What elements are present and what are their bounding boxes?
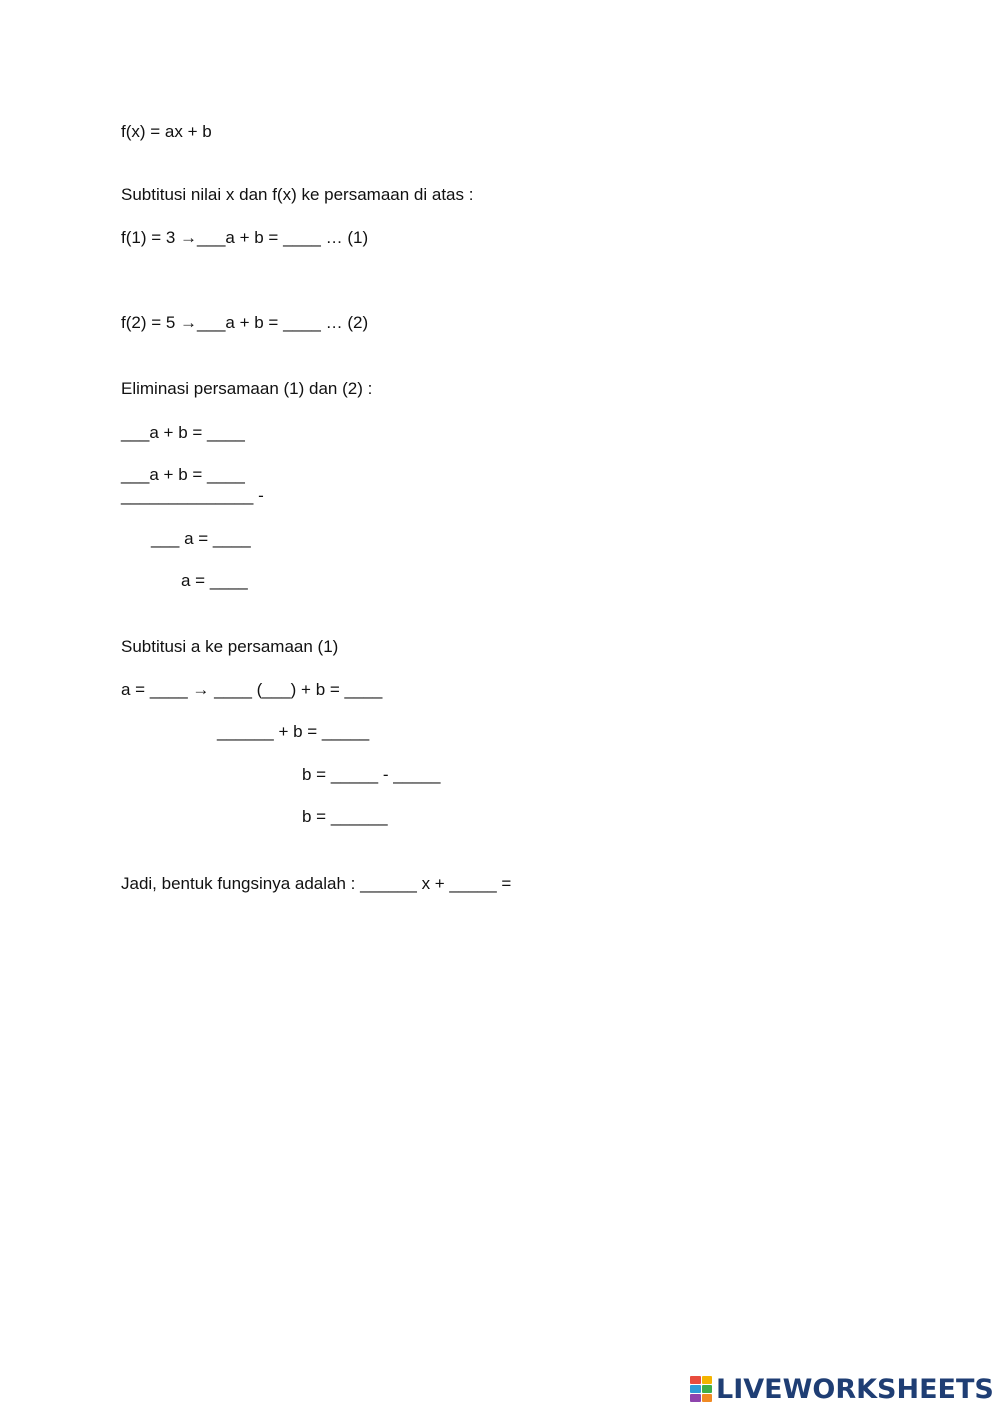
elimination-heading: Eliminasi persamaan (1) dan (2) : [121, 379, 373, 398]
equation-1: f(1) = 3 →___a + b = ____ … (1) [121, 228, 369, 247]
liveworksheets-logo-icon [690, 1376, 712, 1402]
substitute-heading: Subtitusi a ke persamaan (1) [121, 637, 339, 656]
liveworksheets-logo [690, 1372, 994, 1406]
conclusion-line: Jadi, bentuk fungsinya adalah : ______ x + _____ = [121, 874, 512, 893]
substitution-step-2: ______ + b = _____ [217, 722, 370, 741]
equation-2: f(2) = 5 →___a + b = ____ … (2) [121, 313, 369, 332]
substitution-step-3: b = _____ - _____ [302, 765, 441, 784]
function-definition: f(x) = ax + b [121, 122, 212, 141]
elimination-row-2: ___a + b = ____ [121, 465, 245, 484]
a-value: a = ____ [181, 571, 248, 590]
substitution-instruction: Subtitusi nilai x dan f(x) ke persamaan di atas : [121, 185, 474, 204]
elimination-result: ___ a = ____ [151, 529, 251, 548]
substitution-step-1: a = ____ → ____ (___) + b = ____ [121, 680, 383, 699]
subtraction-line: ______________ - [121, 486, 264, 505]
brand-name: LIVEWORKSHEETS [716, 1373, 994, 1405]
b-value: b = ______ [302, 807, 388, 826]
elimination-row-1: ___a + b = ____ [121, 423, 245, 442]
